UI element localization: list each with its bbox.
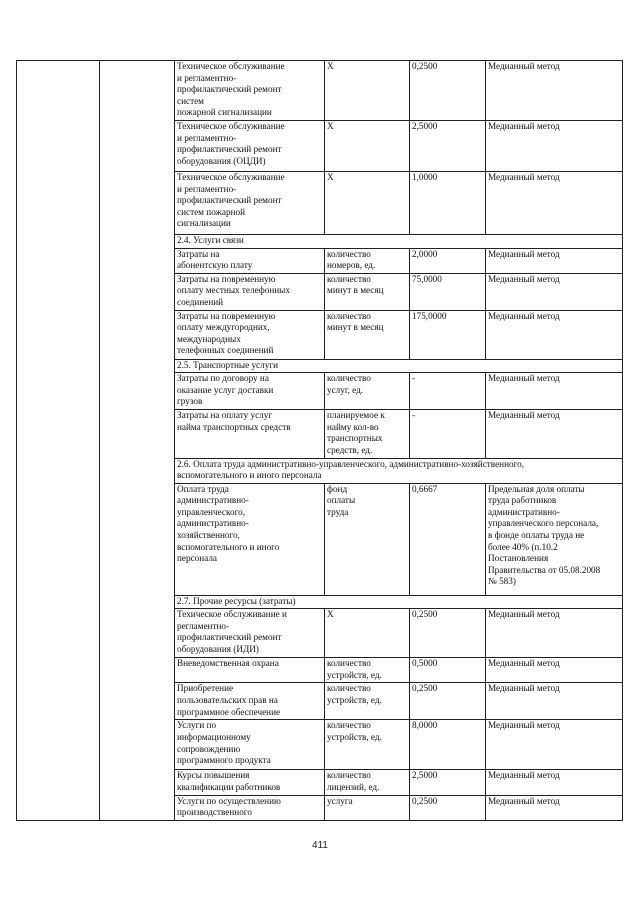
norm-value-cell: 0,2500 [410, 61, 486, 121]
table-row [17, 61, 623, 121]
method-cell: Медианный метод [486, 410, 623, 458]
cost-name-cell: Затраты на повременную оплату междугородних, международных телефонных соединений [175, 310, 325, 359]
document-page [16, 60, 623, 821]
blank-column-b [100, 61, 175, 821]
norm-value-cell: 0,2500 [410, 795, 486, 820]
table-body [17, 61, 623, 821]
blank-column-a [17, 61, 100, 821]
method-cell: Медианный метод [486, 795, 623, 820]
section-heading: 2.5. Транспортные услуги [175, 359, 623, 373]
method-cell: Медианный метод [486, 720, 623, 770]
section-heading: 2.7. Прочие ресурсы (затраты) [175, 595, 623, 609]
norm-value-cell: 0,5000 [410, 658, 486, 683]
cost-name-cell: Затраты по договору на оказание услуг доставки грузов [175, 373, 325, 410]
unit-cell: Х [325, 61, 410, 121]
cost-name-cell: Приобретение пользовательских прав на программное обеспечение [175, 683, 325, 720]
cost-name-cell: Оплата труда административно- управленческого, административно- хозяйственного, вспомогательного и иного персонала [175, 483, 325, 595]
cost-name-cell: Техническое обслуживание и регламентно- профилактический ремонт систем пожарной сигнализации [175, 171, 325, 234]
method-cell: Медианный метод [486, 171, 623, 234]
unit-cell: количество услуг, ед. [325, 373, 410, 410]
cost-norms-table [16, 60, 623, 821]
norm-value-cell: - [410, 373, 486, 410]
unit-cell: фонд оплаты труда [325, 483, 410, 595]
cost-name-cell: Курсы повышения квалификации работников [175, 770, 325, 795]
unit-cell: планируемое к найму кол-во транспортных средств, ед. [325, 410, 410, 458]
method-cell: Предельная доля оплаты труда работников административно- управленческого персонала, в фонде оплаты труда не более 40% (п.10.2 Постановления Правительства от 05.08.2008 № 583) [486, 483, 623, 595]
method-cell: Медианный метод [486, 61, 623, 121]
unit-cell: количество лицензий, ед. [325, 770, 410, 795]
unit-cell: Х [325, 171, 410, 234]
method-cell: Медианный метод [486, 373, 623, 410]
norm-value-cell: 2,5000 [410, 770, 486, 795]
unit-cell: количество минут в месяц [325, 310, 410, 359]
cost-name-cell: Техническое обслуживание и регламентно- профилактический ремонт оборудования (ОЦДИ) [175, 120, 325, 171]
norm-value-cell: 8,0000 [410, 720, 486, 770]
section-heading: 2.6. Оплата труда административно-управленческого, административно-хозяйственного, вспомогательного и иного персонала [175, 458, 623, 483]
page-number: 411 [312, 840, 328, 851]
method-cell: Медианный метод [486, 683, 623, 720]
unit-cell: количество устройств, ед. [325, 720, 410, 770]
cost-name-cell: Затраты на оплату услуг найма транспортных средств [175, 410, 325, 458]
cost-name-cell: Услуги по осуществлению производственного [175, 795, 325, 820]
method-cell: Медианный метод [486, 609, 623, 658]
norm-value-cell: 0,2500 [410, 609, 486, 658]
cost-name-cell: Затраты на абонентскую плату [175, 248, 325, 273]
unit-cell: количество устройств, ед. [325, 683, 410, 720]
unit-cell: количество номеров, ед. [325, 248, 410, 273]
norm-value-cell: 0,6667 [410, 483, 486, 595]
unit-cell: услуга [325, 795, 410, 820]
norm-value-cell: 0,2500 [410, 683, 486, 720]
unit-cell: Х [325, 120, 410, 171]
unit-cell: количество минут в месяц [325, 273, 410, 310]
cost-name-cell: Техическое обслуживание и регламентно- профилактический ремонт оборудования (ИДИ) [175, 609, 325, 658]
cost-name-cell: Затраты на повременную оплату местных телефонных соединений [175, 273, 325, 310]
section-heading: 2.4. Услуги связи [175, 234, 623, 248]
method-cell: Медианный метод [486, 120, 623, 171]
method-cell: Медианный метод [486, 658, 623, 683]
method-cell: Медианный метод [486, 273, 623, 310]
method-cell: Медианный метод [486, 770, 623, 795]
norm-value-cell: 175,0000 [410, 310, 486, 359]
norm-value-cell: - [410, 410, 486, 458]
norm-value-cell: 2,0000 [410, 248, 486, 273]
method-cell: Медианный метод [486, 248, 623, 273]
unit-cell: Х [325, 609, 410, 658]
unit-cell: количество устройств, ед. [325, 658, 410, 683]
method-cell: Медианный метод [486, 310, 623, 359]
norm-value-cell: 75,0000 [410, 273, 486, 310]
norm-value-cell: 2,5000 [410, 120, 486, 171]
cost-name-cell: Вневедомственная охрана [175, 658, 325, 683]
cost-name-cell: Техническое обслуживание и регламентно- профилактический ремонт систем пожарной сигнализации [175, 61, 325, 121]
norm-value-cell: 1,0000 [410, 171, 486, 234]
cost-name-cell: Услуги по информационному сопровождению программного продукта [175, 720, 325, 770]
